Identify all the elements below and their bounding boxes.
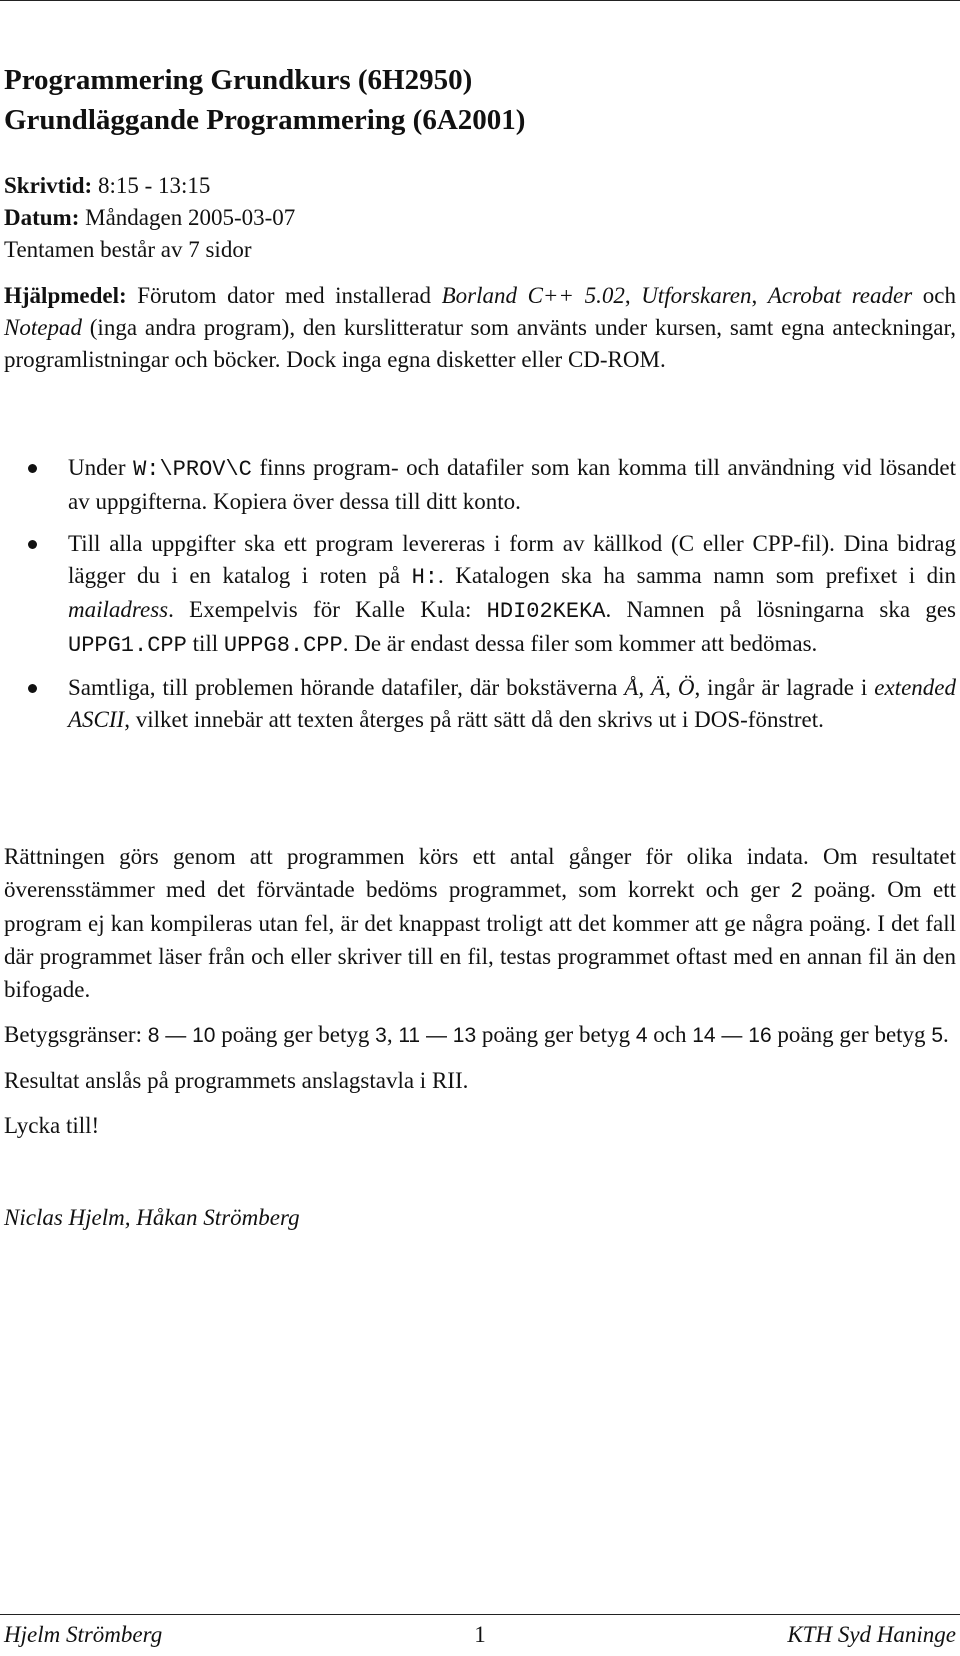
body-text: , bbox=[386, 1022, 399, 1047]
page-footer bbox=[4, 1622, 956, 1652]
item-text: . Katalogen ska ha samma namn som prefixet i din bbox=[438, 563, 956, 588]
exam-meta bbox=[4, 170, 295, 266]
drive-code: H: bbox=[411, 565, 438, 590]
datum-value: Måndagen 2005-03-07 bbox=[85, 205, 296, 230]
path-code: W:\PROV\C bbox=[133, 457, 252, 482]
body-text: poäng ger betyg bbox=[771, 1022, 932, 1047]
authors-signature: Niclas Hjelm, Håkan Strömberg bbox=[4, 1205, 300, 1230]
title-line-1: Programmering Grundkurs (6H2950) bbox=[4, 64, 473, 96]
bullet-icon bbox=[28, 540, 37, 549]
aids-borland: Borland C++ 5.02 bbox=[441, 283, 625, 308]
footer-institution: KTH Syd Haninge bbox=[787, 1622, 956, 1647]
points-number: 2 bbox=[790, 879, 803, 902]
skrivtid-value: 8:15 - 13:15 bbox=[97, 173, 211, 198]
body-text: . bbox=[943, 1022, 949, 1047]
body-text: poäng. Om ett program ej kan kompileras utan fel, är det knappast troligt att det kommer att ge några poäng. I det fall där programmet läser från och eller skriver till en fil, testas programmet oftast med en annan fil än den bifogade. bbox=[4, 877, 956, 1002]
item-italic: extended ASCII bbox=[68, 675, 956, 732]
body-text: poäng ger betyg bbox=[476, 1022, 636, 1047]
datum-label: Datum: bbox=[4, 205, 80, 230]
aids-text: , bbox=[624, 283, 642, 308]
item-text: . Exempelvis för Kalle Kula: bbox=[168, 597, 487, 622]
filename-code: UPPG8.CPP bbox=[223, 633, 343, 658]
datum-row bbox=[4, 202, 295, 234]
aids-text: (inga andra program), den kurslitteratur som använts under kursen, samt egna anteckningar, programlistningar och böcker. Dock inga egna disketter eller CD-ROM. bbox=[4, 315, 956, 372]
body-text: poäng ger betyg bbox=[215, 1022, 376, 1047]
body-text: och bbox=[647, 1022, 693, 1047]
grade-value: 5 bbox=[931, 1024, 943, 1047]
item-text: . De är endast dessa filer som kommer att bedömas. bbox=[342, 631, 818, 656]
instruction-item bbox=[4, 452, 956, 518]
aids-paragraph bbox=[4, 280, 956, 376]
pages-count: Tentamen består av 7 sidor bbox=[4, 237, 252, 262]
body-text: Rättningen görs genom att programmen körs ett antal gånger för olika indata. Om resultatet överensstämmer med det förväntade bedöms programmet, som korrekt och ger bbox=[4, 844, 956, 902]
instruction-item bbox=[4, 528, 956, 662]
instruction-item bbox=[4, 672, 956, 736]
skrivtid-row bbox=[4, 170, 295, 202]
top-rule bbox=[0, 0, 960, 1]
aids-text: och bbox=[912, 283, 957, 308]
title-line-2: Grundläggande Programmering (6A2001) bbox=[4, 104, 526, 136]
item-text: , ingår är lagrade i bbox=[694, 675, 875, 700]
page-number: 1 bbox=[474, 1622, 486, 1647]
filename-code: UPPG1.CPP bbox=[68, 633, 187, 658]
footer-authors: Hjelm Strömberg bbox=[4, 1622, 163, 1647]
aids-text: Förutom dator med installerad bbox=[126, 283, 442, 308]
grade-range: 8 — 10 bbox=[147, 1024, 216, 1047]
body-text: Betygsgränser: bbox=[4, 1022, 148, 1047]
footer-rule bbox=[0, 1614, 960, 1615]
item-text: Under bbox=[68, 455, 134, 480]
good-luck-text: Lycka till! bbox=[4, 1113, 100, 1138]
instruction-list bbox=[4, 452, 956, 746]
item-text: , vilket innebär att texten återges på rätt sätt då den skrivs ut i DOS-fönstret. bbox=[124, 707, 824, 732]
grading-paragraph bbox=[4, 840, 956, 1006]
grade-value: 4 bbox=[635, 1024, 648, 1047]
item-italic: mailadress bbox=[68, 597, 169, 622]
grade-range: 14 — 16 bbox=[692, 1024, 772, 1047]
item-text: . Namnen på lösningarna ska ges bbox=[605, 597, 956, 622]
aids-text: , bbox=[751, 283, 768, 308]
example-code: HDI02KEKA bbox=[486, 599, 606, 624]
aids-label: Hjälpmedel: bbox=[4, 283, 127, 308]
bullet-icon bbox=[28, 464, 37, 473]
item-text: Samtliga, till problemen hörande datafiler, där bokstäverna bbox=[68, 675, 625, 700]
item-text: Till alla uppgifter ska ett program levereras i form av källkod (C eller CPP-fil). Dina bidrag lägger du i en katalog i roten på bbox=[68, 531, 956, 588]
skrivtid-label: Skrivtid: bbox=[4, 173, 93, 198]
document-title bbox=[4, 60, 525, 140]
grading-section bbox=[4, 840, 956, 1154]
item-italic: Å, Ä, Ö bbox=[624, 675, 695, 700]
grade-range: 11 — 13 bbox=[398, 1024, 477, 1047]
grade-limits-paragraph bbox=[4, 1018, 956, 1052]
item-text: till bbox=[186, 631, 224, 656]
item-text: finns program- och datafiler som kan komma till användning vid lösandet av uppgifterna. Kopiera över dessa till ditt konto. bbox=[68, 455, 957, 514]
bullet-icon bbox=[28, 684, 37, 693]
aids-notepad: Notepad bbox=[4, 315, 82, 340]
grade-value: 3 bbox=[375, 1024, 387, 1047]
aids-utforskaren: Utforskaren bbox=[641, 283, 752, 308]
results-paragraph: Resultat anslås på programmets anslagstavla i RII. bbox=[4, 1068, 469, 1093]
aids-acrobat: Acrobat reader bbox=[767, 283, 913, 308]
